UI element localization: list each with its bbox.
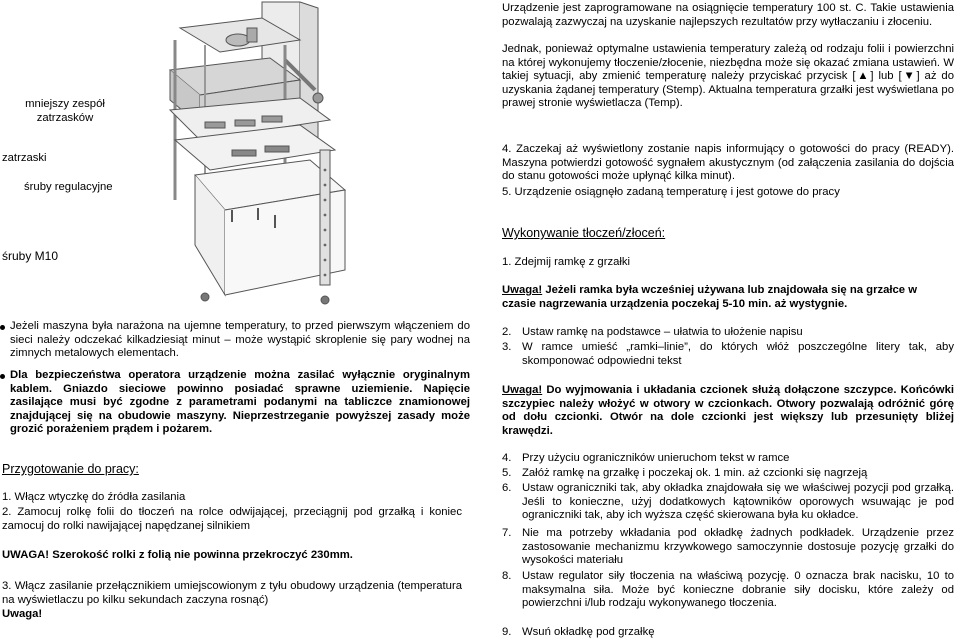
embossing-warning: [502, 284, 954, 311]
list-item-text: Załóż ramkę na grzałkę i poczekaj ok. 1 min. aż czcionki się nagrzeją: [522, 467, 868, 479]
list-item-number: 3.: [502, 341, 512, 353]
warning2-label: Uwaga!: [502, 384, 543, 396]
list-item-text: Przy użyciu ograniczników unieruchom tekst w ramce: [522, 452, 790, 464]
bullet-safety: [0, 369, 470, 437]
prep-heading: Przygotowanie do pracy:: [2, 462, 139, 476]
bullet-cold-temps: [0, 320, 470, 361]
list-item-number: 7.: [502, 527, 512, 539]
bullet-icon: [0, 374, 5, 379]
list-item-text: Ustaw ramkę na podstawce – ułatwia to ułożenie napisu: [522, 326, 803, 338]
final-warning: Uwaga!: [2, 608, 43, 620]
label-latches: zatrzaski: [2, 152, 47, 164]
list-item-number: 6.: [502, 482, 512, 494]
list-item-text: Ustaw regulator siły tłoczenia na właściwą pozycję. 0 oznacza brak nacisku, 10 to maksymalna siła. Może być konieczne dobranie siły docisku, które zależy od powierzchni i/lub rodzaju wykonywanego tłoczenia.: [522, 570, 954, 610]
bullet-safety-text: Dla bezpieczeństwa operatora urządzenie można zasilać wyłącznie oryginalnym kablem. Gniazdo sieciowe powinno posiadać sprawne uziemienie. Napięcie zasilające musi być zgodne z parametrami podanymi na tabliczce znamionowej znajdującej się na obudowie maszyny. Nieprzestrzeganie powyższej zasady może grozić porażeniem prądem i pożarem.: [10, 369, 470, 436]
list-item-number: 9.: [502, 626, 512, 638]
label-adjust-screws: śruby regulacyjne: [24, 181, 113, 193]
bullet-cold-temps-text: Jeżeli maszyna była narażona na ujemne temperatury, to przed pierwszym włączeniem do sieci należy odczekać kilkadziesiąt minut – może wystąpić skroplenie się pary wodnej na zimnych metalowych elementach.: [10, 320, 470, 360]
temperature-paragraph-1: Urządzenie jest zaprogramowane na osiągnięcie temperatury 100 st. C. Takie ustawienia pozwalają zazwyczaj na uzyskanie najlepszych rezultatów przy wytłaczaniu i złoceniu.: [502, 2, 954, 28]
list-item-text: W ramce umieść „ramki–linie”, do których włóż poszczególne litery tak, aby skomponować odpowiedni tekst: [522, 341, 954, 367]
list-item-number: 5.: [502, 467, 512, 479]
machine-drawing: [0, 0, 500, 310]
roll-width-warning: UWAGA! Szerokość rolki z folią nie powinna przekroczyć 230mm.: [2, 549, 353, 561]
embossing-warning-2: [502, 384, 954, 438]
warning2-text: Do wyjmowania i układania czcionek służą dołączone szczypce. Końcówki szczypiec należy włożyć w otwory w czcionkach. Otwory pozwalają odróżnić górę od dołu czcionki. Otwór na dole czcionki jest większy lub przesunięty bliżej krawędzi.: [502, 384, 954, 437]
step-4: 4. Zaczekaj aż wyświetlony zostanie napis informujący o gotowości do pracy (READY). Maszyna potwierdzi gotowość sygnałem akustycznym (od załączenia zasilania do dojścia do stanu gotowości może upłynąć kilka minut).: [502, 143, 954, 183]
list-item-text: Ustaw ograniczniki tak, aby okładka znajdowała się we właściwej pozycji pod grzałką. Jeśli to konieczne, użyj dodatkowych kątowników oporowych wsuwając je pod ograniczniki tak, aby ich wyższa część skierowana była ku okładce.: [522, 482, 954, 522]
machine-figure: [0, 0, 500, 310]
label-m10-screws: śruby M10: [2, 249, 59, 263]
list-item-number: 4.: [502, 452, 512, 464]
bullet-icon: [0, 325, 5, 330]
label-smaller-latch: mniejszy zespół zatrzasków: [25, 98, 105, 124]
warning-text: Jeżeli ramka była wcześniej używana lub znajdowała się na grzałce w czasie nagrzewania urządzenia poczekaj 5-10 min. aż wystygnie.: [502, 284, 918, 310]
prep-step-3: 3. Włącz zasilanie przełącznikiem umiejscowionym z tyłu obudowy urządzenia (temperatura na wyświetlaczu po kilku sekundach zaczyna rosnąć): [2, 580, 462, 606]
temperature-paragraph-2: Jednak, ponieważ optymalne ustawienia temperatury zależą od rodzaju folii i powierzchni na której wykonujemy tłoczenie/złocenie, niezbędna może się okazać zmiana ustawień. W takiej sytuacji, aby zmienić temperaturę należy przyciskać przycisk [▲] lub [▼] aż do uzyskania żądanej temperatury (Stemp). Aktualna temperatura grzałki jest wyświetlana po prawej stronie wyświetlacza (Temp).: [502, 43, 954, 110]
list-item-number: 2.: [502, 326, 512, 338]
embossing-step-1: 1. Zdejmij ramkę z grzałki: [502, 256, 631, 268]
prep-step-1: 1. Włącz wtyczkę do źródła zasilania: [2, 491, 186, 503]
embossing-heading: Wykonywanie tłoczeń/złoceń:: [502, 226, 666, 240]
list-item-number: 8.: [502, 570, 512, 582]
list-item-text: Wsuń okładkę pod grzałkę: [522, 626, 655, 638]
step-5: 5. Urządzenie osiągnęło zadaną temperaturę i jest gotowe do pracy: [502, 186, 840, 198]
warning-label: Uwaga!: [502, 284, 543, 296]
list-item-text: Nie ma potrzeby wkładania pod okładkę żadnych podkładek. Urządzenie przez zastosowanie mechanizmu krzywkowego samoczynnie dostosuje pozycję grzałki do wysokości materiału: [522, 527, 954, 567]
prep-step-2: 2. Zamocuj rolkę folii do tłoczeń na rolce odwijającej, przeciągnij pod grzałką i koniec zamocuj do rolki nawijającej napędzanej silnikiem: [2, 506, 462, 532]
